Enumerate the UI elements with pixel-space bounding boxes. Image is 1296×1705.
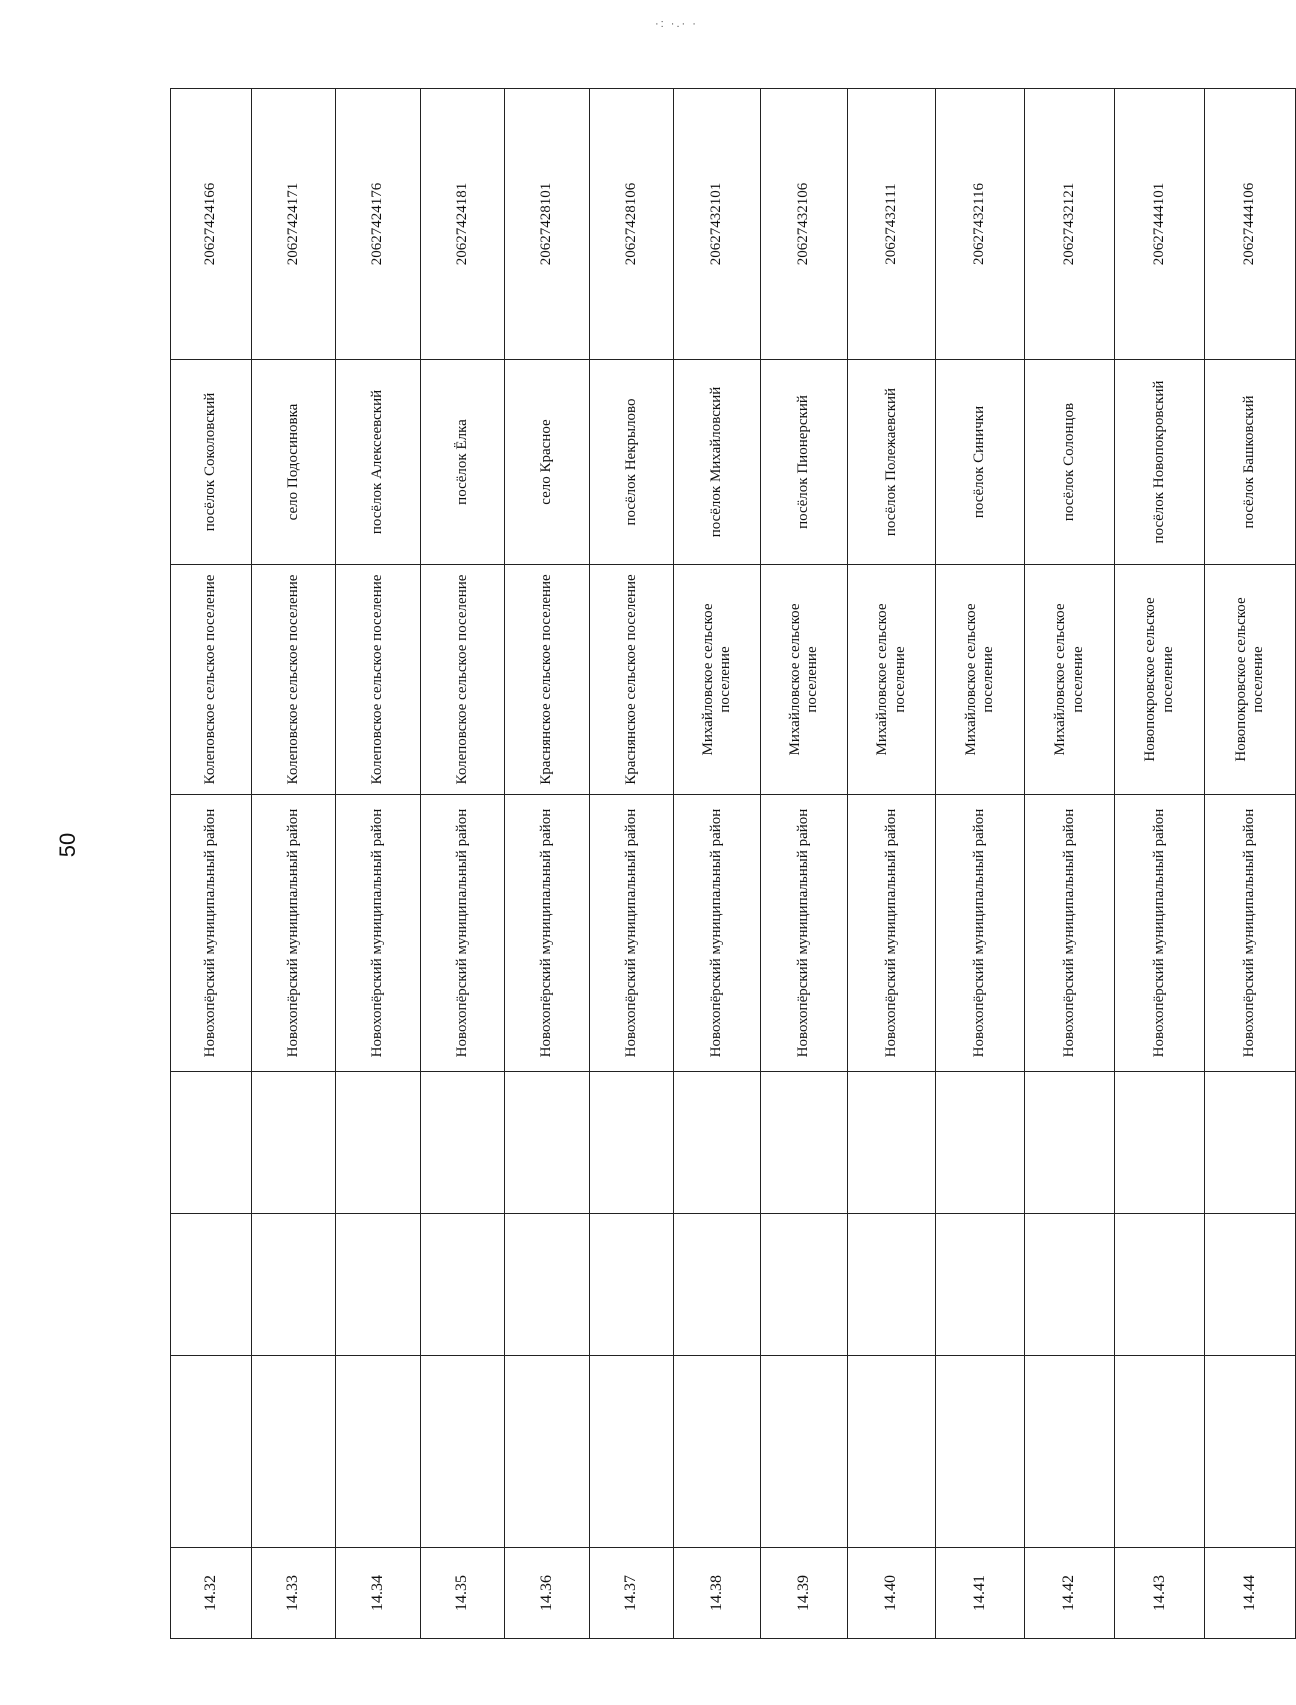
row-number: 14.32 xyxy=(171,1548,252,1639)
code-cell: 20627432111 xyxy=(848,89,936,360)
locality-cell: посёлок Новопокровский xyxy=(1115,360,1205,565)
empty-cell xyxy=(251,1072,335,1214)
locality-cell: посёлок Соколовский xyxy=(171,360,252,565)
empty-cell xyxy=(251,1214,335,1356)
locality-cell: посёлок Алексеевский xyxy=(336,360,420,565)
empty-cell xyxy=(505,1356,589,1548)
empty-cell xyxy=(673,1214,760,1356)
empty-cell xyxy=(420,1214,504,1356)
empty-cell xyxy=(1024,1356,1115,1548)
district-cell: Новохопёрский муниципальный район xyxy=(1115,795,1205,1072)
code-cell: 20627424181 xyxy=(420,89,504,360)
empty-cell xyxy=(171,1072,252,1214)
empty-cell xyxy=(336,1072,420,1214)
district-cell: Новохопёрский муниципальный район xyxy=(1024,795,1115,1072)
empty-cell xyxy=(760,1356,847,1548)
row-number: 14.35 xyxy=(420,1548,504,1639)
settlement-cell: Краснянское сельское поселение xyxy=(589,565,673,795)
settlement-cell: Краснянское сельское поселение xyxy=(505,565,589,795)
table-row xyxy=(1205,89,1296,1639)
settlement-cell: Михайловское сельское поселение xyxy=(673,565,760,795)
settlement-cell: Колеповское сельское поселение xyxy=(171,565,252,795)
code-cell: 20627444101 xyxy=(1115,89,1205,360)
code-cell: 20627424176 xyxy=(336,89,420,360)
locality-cell: посёлок Пионерский xyxy=(760,360,847,565)
corner-mark: ·: ·.· · xyxy=(655,18,698,30)
district-cell: Новохопёрский муниципальный район xyxy=(251,795,335,1072)
empty-cell xyxy=(505,1214,589,1356)
table-row xyxy=(251,89,335,1639)
settlement-cell: Михайловское сельское поселение xyxy=(848,565,936,795)
empty-cell xyxy=(848,1072,936,1214)
locality-cell: посёлок Синички xyxy=(936,360,1024,565)
district-cell: Новохопёрский муниципальный район xyxy=(760,795,847,1072)
settlements-table xyxy=(170,88,1296,1639)
code-cell: 20627432121 xyxy=(1024,89,1115,360)
locality-cell: посёлок Солонцов xyxy=(1024,360,1115,565)
district-cell: Новохопёрский муниципальный район xyxy=(936,795,1024,1072)
empty-cell xyxy=(336,1214,420,1356)
district-cell: Новохопёрский муниципальный район xyxy=(420,795,504,1072)
locality-cell: посёлок Некрылово xyxy=(589,360,673,565)
empty-cell xyxy=(589,1356,673,1548)
empty-cell xyxy=(171,1214,252,1356)
table-row xyxy=(760,89,847,1639)
empty-cell xyxy=(936,1072,1024,1214)
row-number: 14.43 xyxy=(1115,1548,1205,1639)
empty-cell xyxy=(760,1214,847,1356)
table-row xyxy=(1024,89,1115,1639)
district-cell: Новохопёрский муниципальный район xyxy=(848,795,936,1072)
table-row xyxy=(848,89,936,1639)
row-number: 14.40 xyxy=(848,1548,936,1639)
empty-cell xyxy=(171,1356,252,1548)
empty-cell xyxy=(589,1072,673,1214)
page-number: 50 xyxy=(55,832,80,858)
empty-cell xyxy=(1024,1072,1115,1214)
row-number: 14.38 xyxy=(673,1548,760,1639)
table-row xyxy=(171,89,252,1639)
district-cell: Новохопёрский муниципальный район xyxy=(589,795,673,1072)
settlement-cell: Колеповское сельское поселение xyxy=(420,565,504,795)
locality-cell: посёлок Башковский xyxy=(1205,360,1296,565)
empty-cell xyxy=(673,1356,760,1548)
table-row xyxy=(336,89,420,1639)
settlement-cell: Колеповское сельское поселение xyxy=(336,565,420,795)
row-number: 14.39 xyxy=(760,1548,847,1639)
empty-cell xyxy=(589,1214,673,1356)
row-number: 14.42 xyxy=(1024,1548,1115,1639)
table-body xyxy=(171,89,1296,1639)
code-cell: 20627424166 xyxy=(171,89,252,360)
empty-cell xyxy=(673,1072,760,1214)
district-cell: Новохопёрский муниципальный район xyxy=(673,795,760,1072)
district-cell: Новохопёрский муниципальный район xyxy=(505,795,589,1072)
row-number: 14.44 xyxy=(1205,1548,1296,1639)
locality-cell: село Подосиновка xyxy=(251,360,335,565)
row-number: 14.33 xyxy=(251,1548,335,1639)
locality-cell: посёлок Михайловский xyxy=(673,360,760,565)
empty-cell xyxy=(1205,1214,1296,1356)
settlement-cell: Михайловское сельское поселение xyxy=(1024,565,1115,795)
table-row xyxy=(420,89,504,1639)
table-container xyxy=(170,89,1296,1639)
empty-cell xyxy=(1205,1356,1296,1548)
district-cell: Новохопёрский муниципальный район xyxy=(171,795,252,1072)
empty-cell xyxy=(1115,1356,1205,1548)
empty-cell xyxy=(760,1072,847,1214)
code-cell: 20627444106 xyxy=(1205,89,1296,360)
row-number: 14.37 xyxy=(589,1548,673,1639)
settlement-cell: Новопокровское сельское поселение xyxy=(1115,565,1205,795)
empty-cell xyxy=(936,1356,1024,1548)
code-cell: 20627424171 xyxy=(251,89,335,360)
empty-cell xyxy=(848,1356,936,1548)
locality-cell: посёлок Полежаевский xyxy=(848,360,936,565)
empty-cell xyxy=(336,1356,420,1548)
empty-cell xyxy=(936,1214,1024,1356)
row-number: 14.34 xyxy=(336,1548,420,1639)
empty-cell xyxy=(420,1072,504,1214)
empty-cell xyxy=(1205,1072,1296,1214)
locality-cell: посёлок Ёлка xyxy=(420,360,504,565)
settlement-cell: Новопокровское сельское поселение xyxy=(1205,565,1296,795)
table-row xyxy=(936,89,1024,1639)
table-row xyxy=(505,89,589,1639)
code-cell: 20627428101 xyxy=(505,89,589,360)
empty-cell xyxy=(848,1214,936,1356)
row-number: 14.36 xyxy=(505,1548,589,1639)
table-row xyxy=(589,89,673,1639)
empty-cell xyxy=(420,1356,504,1548)
row-number: 14.41 xyxy=(936,1548,1024,1639)
code-cell: 20627432101 xyxy=(673,89,760,360)
code-cell: 20627432106 xyxy=(760,89,847,360)
settlement-cell: Колеповское сельское поселение xyxy=(251,565,335,795)
table-row xyxy=(673,89,760,1639)
district-cell: Новохопёрский муниципальный район xyxy=(1205,795,1296,1072)
settlement-cell: Михайловское сельское поселение xyxy=(760,565,847,795)
locality-cell: село Красное xyxy=(505,360,589,565)
empty-cell xyxy=(1115,1214,1205,1356)
empty-cell xyxy=(505,1072,589,1214)
code-cell: 20627428106 xyxy=(589,89,673,360)
empty-cell xyxy=(1115,1072,1205,1214)
empty-cell xyxy=(251,1356,335,1548)
table-row xyxy=(1115,89,1205,1639)
code-cell: 20627432116 xyxy=(936,89,1024,360)
settlement-cell: Михайловское сельское поселение xyxy=(936,565,1024,795)
district-cell: Новохопёрский муниципальный район xyxy=(336,795,420,1072)
empty-cell xyxy=(1024,1214,1115,1356)
